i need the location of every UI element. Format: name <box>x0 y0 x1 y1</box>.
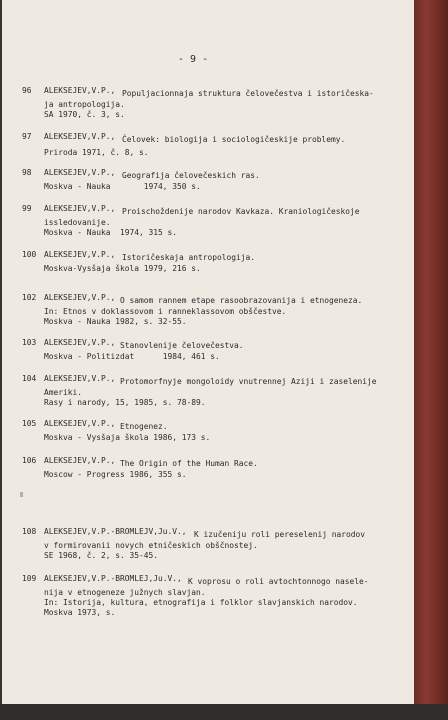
entry-line: Moskva 1973, s. <box>44 608 116 617</box>
entry-number: 108 <box>22 527 37 536</box>
binding-edge <box>414 0 448 720</box>
scan-background <box>0 704 448 720</box>
page-number: - 9 - <box>178 54 209 65</box>
entry-line: ja antropologija. <box>44 100 125 109</box>
entry-line: Moskva - Nauka 1974, 315 s. <box>44 228 178 237</box>
entry-title: Protomorfnyje mongoloidy vnutrennej Aziji i zaselenije <box>120 377 377 386</box>
entry-author: ALEKSEJEV,V.P., <box>44 293 116 302</box>
entry-title: The Origin of the Human Race. <box>120 459 258 468</box>
entry-author: ALEKSEJEV,V.P., <box>44 250 116 259</box>
document-page <box>2 0 414 704</box>
entry-number: 105 <box>22 419 37 428</box>
entry-title: Čelovek: biologija i sociologičeskije problemy. <box>122 135 346 144</box>
entry-title: K izučeniju roli pereselenij narodov <box>194 530 366 539</box>
entry-number: 103 <box>22 338 37 347</box>
entry-author: ALEKSEJEV,V.P., <box>44 204 116 213</box>
entry-number: 109 <box>22 574 37 583</box>
entry-title: Populjacionnaja struktura čelovečestva i istoričeska- <box>122 89 374 98</box>
entry-line: SE 1968, č. 2, s. 35-45. <box>44 551 159 560</box>
entry-author: ALEKSEJEV,V.P.-BROMLEJV,Ju.V., <box>44 527 187 536</box>
entry-line: v formirovanii novych etničeskich obščnostej. <box>44 541 258 550</box>
entry-line: SA 1970, č. 3, s. <box>44 110 125 119</box>
entry-number: 96 <box>22 86 32 95</box>
entry-author: ALEKSEJEV,V.P., <box>44 168 116 177</box>
entry-line: Moskva - Nauka 1982, s. 32-55. <box>44 317 187 326</box>
entry-author: ALEKSEJEV,V.P.-BROMLEJ,Ju.V., <box>44 574 182 583</box>
entry-line: Moskva-Vysšaja škola 1979, 216 s. <box>44 264 201 273</box>
entry-line: Rasy i narody, 15, 1985, s. 78-89. <box>44 398 206 407</box>
entry-line: nija v etnogeneze južnych slavjan. <box>44 588 206 597</box>
entry-title: Etnogenez. <box>120 422 168 431</box>
margin-mark <box>20 492 23 497</box>
entry-title: Istoričeskaja antropologija. <box>122 253 256 262</box>
entry-number: 97 <box>22 132 32 141</box>
entry-author: ALEKSEJEV,V.P., <box>44 338 116 347</box>
entry-line: Moskva - Vysšaja škola 1986, 173 s. <box>44 433 211 442</box>
entry-title: Proischoždenije narodov Kavkaza. Kraniologičeskoje <box>122 207 360 216</box>
entry-number: 104 <box>22 374 37 383</box>
entry-line: Ameriki. <box>44 388 83 397</box>
entry-line: In: Etnos v doklassovom i ranneklassovom obščestve. <box>44 307 287 316</box>
entry-number: 99 <box>22 204 32 213</box>
entry-title: Geografija čelovečeskich ras. <box>122 171 260 180</box>
entry-author: ALEKSEJEV,V.P., <box>44 132 116 141</box>
entry-line: Moscow - Progress 1986, 355 s. <box>44 470 187 479</box>
entry-line: Moskva - Nauka 1974, 350 s. <box>44 182 201 191</box>
entry-number: 98 <box>22 168 32 177</box>
entry-line: Moskva - Politizdat 1984, 461 s. <box>44 352 220 361</box>
entry-line: In: Istorija, kultura, etnografija i folklor slavjanskich narodov. <box>44 598 358 607</box>
entry-title: K voprosu o roli avtochtonnogo nasele- <box>188 577 369 586</box>
entry-author: ALEKSEJEV,V.P., <box>44 419 116 428</box>
entry-title: Stanovlenije čelovečestva. <box>120 341 244 350</box>
entry-author: ALEKSEJEV,V.P., <box>44 374 116 383</box>
entry-line: issledovanije. <box>44 218 111 227</box>
entry-author: ALEKSEJEV,V.P., <box>44 86 116 95</box>
entry-line: Priroda 1971, č. 8, s. <box>44 148 149 157</box>
entry-author: ALEKSEJEV,V.P., <box>44 456 116 465</box>
entry-number: 100 <box>22 250 37 259</box>
entry-number: 106 <box>22 456 37 465</box>
entry-title: O samom rannem etape rasoobrazovanija i etnogeneza. <box>120 296 363 305</box>
entry-number: 102 <box>22 293 37 302</box>
